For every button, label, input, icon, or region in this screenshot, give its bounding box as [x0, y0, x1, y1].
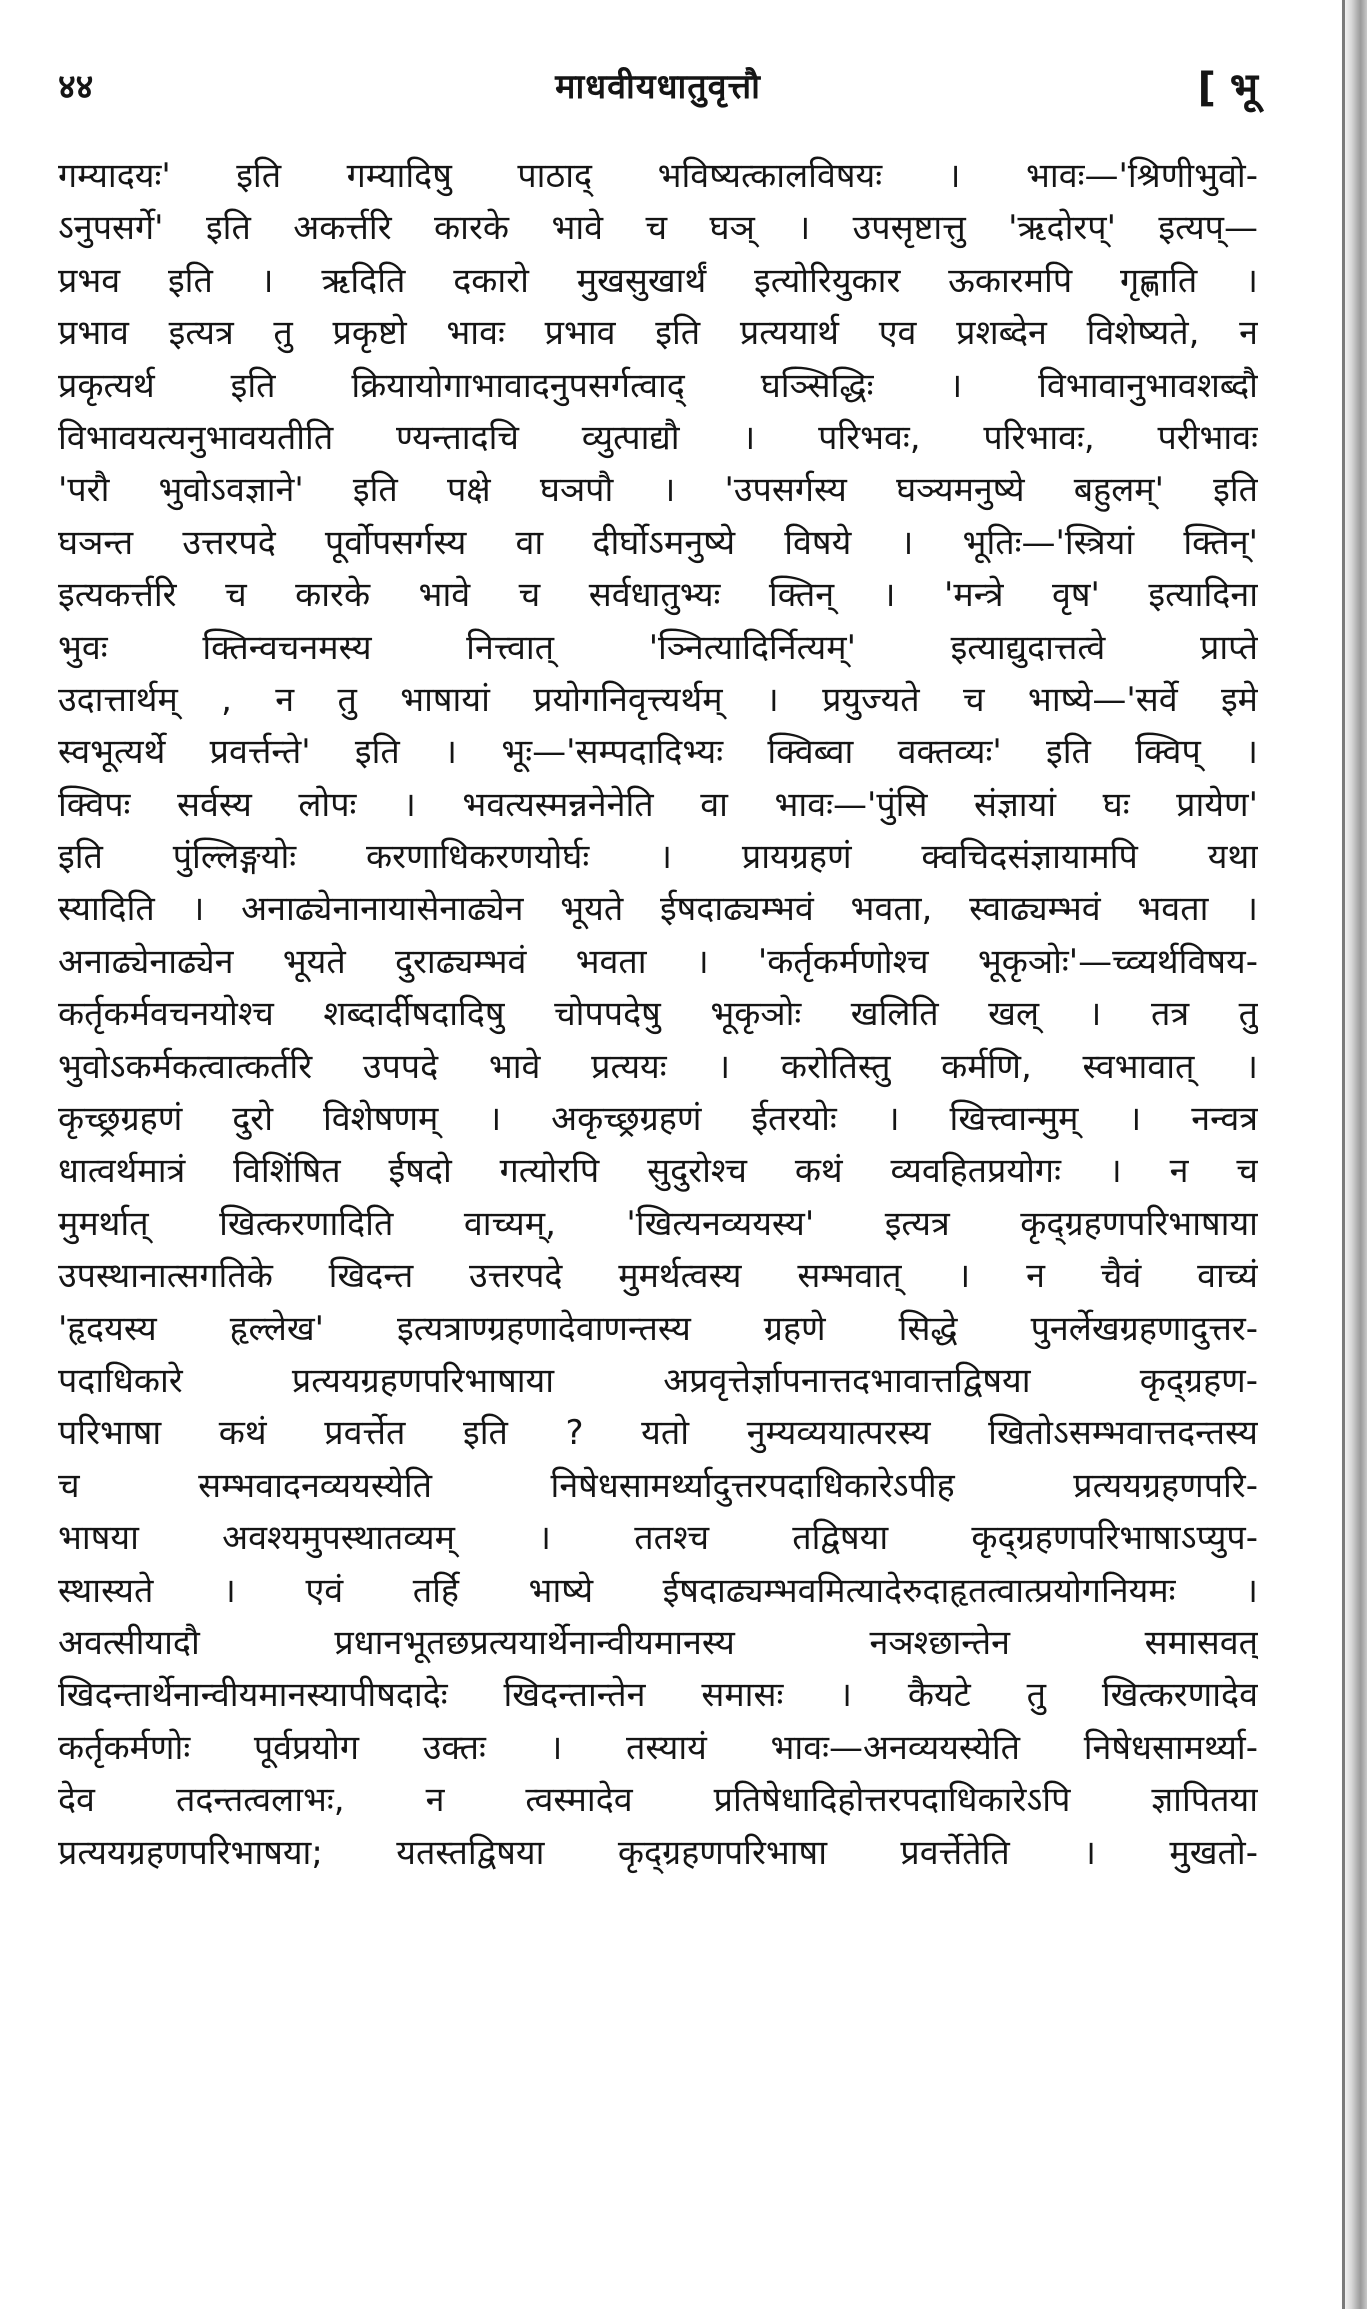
text-line: प्रभव इति । ऋदिति दकारो मुखसुखार्थं इत्योरियुकार ऊकारमपि गृह्णाति । — [58, 260, 1258, 301]
text-line: 'हृदयस्य हृल्लेख' इत्यत्राण्ग्रहणादेवाणन्तस्य ग्रहणे सिद्धे पुनर्लेखग्रहणादुत्तर- — [58, 1308, 1258, 1349]
text-line: धात्वर्थमात्रं विशिंषित ईषदो गत्योरपि सुदुरोश्च कथं व्यवहितप्रयोगः । न च — [58, 1151, 1258, 1192]
text-line: ऽनुपसर्गे' इति अकर्त्तरि कारके भावे च घञ् । उपसृष्टात्तु 'ऋदोरप्' इत्यप्— — [58, 208, 1258, 249]
text-line: क्विपः सर्वस्य लोपः । भवत्यस्मन्ननेनेति वा भावः—'पुंसि संज्ञायां घः प्रायेण' — [58, 784, 1258, 825]
text-line: 'परौ भुवोऽवज्ञाने' इति पक्षे घञपौ । 'उपसर्गस्य घञ्यमनुष्ये बहुलम्' इति — [58, 470, 1258, 511]
text-line: परिभाषा कथं प्रवर्त्तेत इति ? यतो नुम्यव्ययात्परस्य खितोऽसम्भवात्तदन्तस्य — [58, 1413, 1258, 1454]
body-text — [58, 150, 1258, 1879]
page-header — [58, 62, 1258, 122]
text-line: कर्तृकर्मवचनयोश्च शब्दार्दीषदादिषु चोपपदेषु भूकृञोः खलिति खल् । तत्र तु — [58, 994, 1258, 1035]
text-line: इत्यकर्त्तरि च कारके भावे च सर्वधातुभ्यः क्तिन् । 'मन्त्रे वृष' इत्यादिना — [58, 575, 1258, 616]
text-line: उदात्तार्थम् , न तु भाषायां प्रयोगनिवृत्त्यर्थम् । प्रयुज्यते च भाष्ये—'सर्वे इमे — [58, 679, 1258, 720]
text-line: भुवोऽकर्मकत्वात्कर्तरि उपपदे भावे प्रत्ययः । करोतिस्तु कर्मणि, स्वभावात् । — [58, 1046, 1258, 1087]
text-line: घञन्त उत्तरपदे पूर्वोपसर्गस्य वा दीर्घोऽमनुष्ये विषये । भूतिः—'स्त्रियां क्तिन्' — [58, 522, 1258, 563]
text-line: खिदन्तार्थेनान्वीयमानस्यापीषदादेः खिदन्तान्तेन समासः । कैयटे तु खित्करणादेव — [58, 1675, 1258, 1716]
running-title: माधवीयधातुवृत्तौ — [555, 67, 761, 107]
text-line: च सम्भवादनव्ययस्येति निषेधसामर्थ्यादुत्तरपदाधिकारेऽपीह प्रत्ययग्रहणपरि- — [58, 1465, 1258, 1506]
section-mark: [ भू — [1197, 65, 1258, 111]
text-line: स्यादिति । अनाढ्येनानायासेनाढ्येन भूयते ईषदाढ्यम्भवं भवता, स्वाढ्यम्भवं भवता । — [58, 889, 1258, 930]
text-line: गम्यादयः' इति गम्यादिषु पाठाद् भविष्यत्कालविषयः । भावः—'श्रिणीभुवो- — [58, 156, 1258, 196]
text-line: मुमर्थात् खित्करणादिति वाच्यम्, 'खित्यनव्ययस्य' इत्यत्र कृद्ग्रहणपरिभाषाया — [58, 1203, 1258, 1244]
text-line: इति पुंल्लिङ्गयोः करणाधिकरणयोर्घः । प्रायग्रहणं क्वचिदसंज्ञायामपि यथा — [58, 837, 1258, 878]
text-line: प्रत्ययग्रहणपरिभाषया; यतस्तद्विषया कृद्ग्रहणपरिभाषा प्रवर्त्तेतेति । मुखतो- — [58, 1832, 1258, 1873]
text-line: प्रकृत्यर्थ इति क्रियायोगाभावादनुपसर्गत्वाद् घञ्सिद्धिः । विभावानुभावशब्दौ — [58, 365, 1258, 406]
text-line: अवत्सीयादौ प्रधानभूतछप्रत्ययार्थेनान्वीयमानस्य नञश्छान्तेन समासवत् — [58, 1622, 1258, 1663]
text-line: भाषया अवश्यमुपस्थातव्यम् । ततश्च तद्विषया कृद्ग्रहणपरिभाषाऽप्युप- — [58, 1518, 1258, 1559]
text-line: प्रभाव इत्यत्र तु प्रकृष्टो भावः प्रभाव इति प्रत्ययार्थ एव प्रशब्देन विशेष्यते, न — [58, 313, 1258, 354]
text-line: भुवः क्तिन्वचनमस्य नित्त्वात् 'ञ्नित्यादिर्नित्यम्' इत्याद्युदात्तत्वे प्राप्ते — [58, 627, 1258, 668]
text-line: कर्तृकर्मणोः पूर्वप्रयोग उक्तः । तस्यायं भावः—अनव्ययस्येति निषेधसामर्थ्या- — [58, 1727, 1258, 1768]
page-number: ४४ — [58, 67, 94, 107]
text-line: पदाधिकारे प्रत्ययग्रहणपरिभाषाया अप्रवृत्तेर्ज्ञापनात्तदभावात्तद्विषया कृद्ग्रहण- — [58, 1360, 1258, 1401]
text-line: कृच्छ्रग्रहणं दुरो विशेषणम् । अकृच्छ्रग्रहणं ईतरयोः । खित्त्वान्मुम् । नन्वत्र — [58, 1099, 1258, 1140]
text-line: स्वभूत्यर्थे प्रवर्त्तन्ते' इति । भूः—'सम्पदादिभ्यः क्विब्वा वक्तव्यः' इति क्विप् । — [58, 732, 1258, 773]
text-line: अनाढ्येनाढ्येन भूयते दुराढ्यम्भवं भवता । 'कर्तृकर्मणोश्च भूकृञोः'—च्व्यर्थविषय- — [58, 941, 1258, 982]
text-line: उपस्थानात्सगतिके खिदन्त उत्तरपदे मुमर्थत्वस्य सम्भवात् । न चैवं वाच्यं — [58, 1256, 1258, 1297]
text-line: देव तदन्तत्वलाभः, न त्वस्मादेव प्रतिषेधादिहोत्तरपदाधिकारेऽपि ज्ञापितया — [58, 1780, 1258, 1821]
text-line: विभावयत्यनुभावयतीति ण्यन्तादचि व्युत्पाद्यौ । परिभवः, परिभावः, परीभावः — [58, 417, 1258, 458]
text-line: स्थास्यते । एवं तर्हि भाष्ये ईषदाढ्यम्भवमित्यादेरुदाहृतत्वात्प्रयोगनियमः । — [58, 1570, 1258, 1611]
page-edge-line — [1342, 0, 1345, 2309]
